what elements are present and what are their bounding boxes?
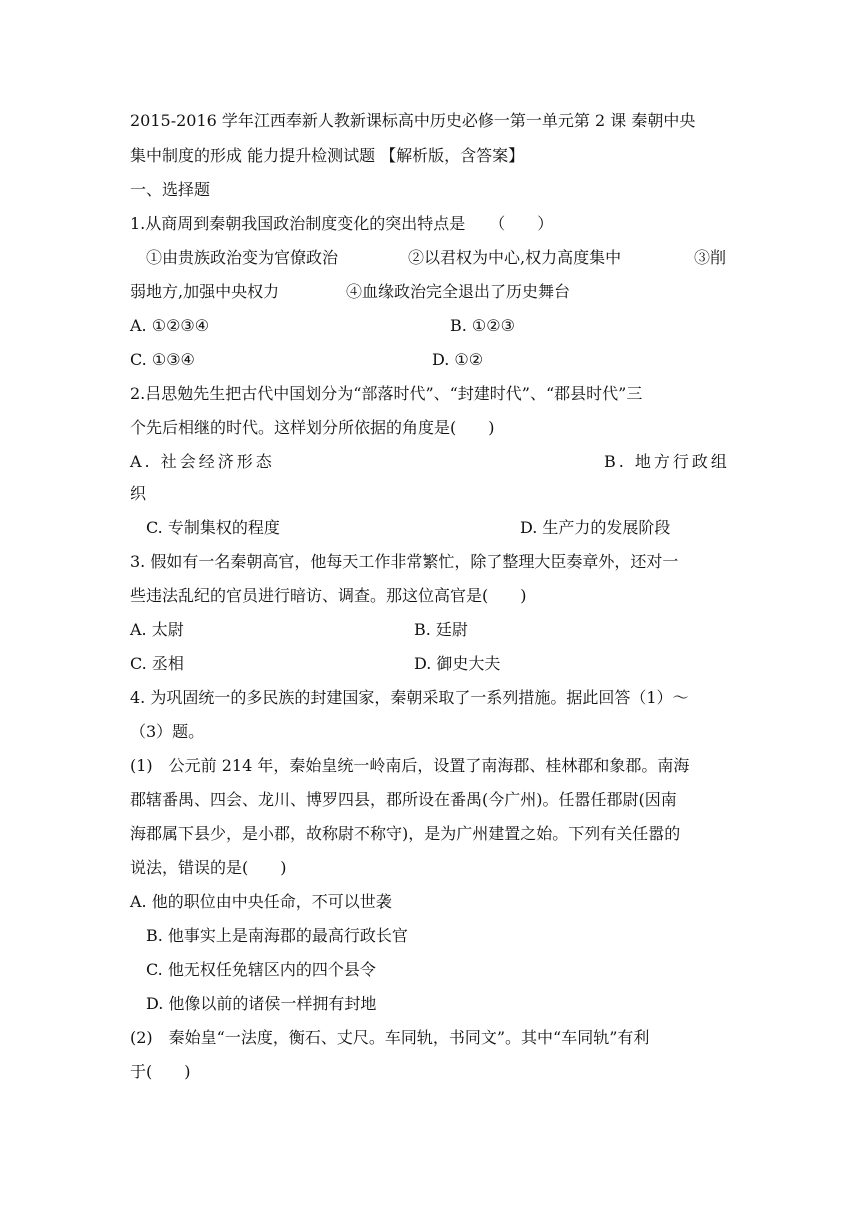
q2-stem-line-1: 2.吕思勉先生把古代中国划分为“部落时代”、“封建时代”、“郡县时代”三 (130, 384, 643, 403)
q4-sub2-line-2: 于( ) (130, 1062, 191, 1081)
q2-option-b: B. 地方行政组 (604, 452, 730, 471)
q3-option-a: A. 太尉 (130, 620, 184, 639)
q1-stem: 1.从商周到秦朝我国政治制度变化的突出特点是 （ ） (130, 214, 554, 233)
q4-sub1-option-d: D. 他像以前的诸侯一样拥有封地 (146, 994, 377, 1013)
q1-option-c: C. ①③④ (130, 350, 195, 369)
q4-stem-line-2: （3）题。 (130, 722, 205, 741)
q1-item-2: ②以君权为中心,权力高度集中 (408, 248, 622, 267)
q3-stem-line-1: 3. 假如有一名秦朝高官，他每天工作非常繁忙，除了整理大臣奏章外，还对一 (130, 552, 679, 571)
q4-sub1-option-c: C. 他无权任免辖区内的四个县令 (146, 960, 376, 979)
q4-sub1-line-1: (1) 公元前 214 年，秦始皇统一岭南后，设置了南海郡、桂林郡和象郡。南海 (130, 756, 690, 775)
q3-option-b: B. 廷尉 (414, 620, 468, 639)
q1-item-1: ①由贵族政治变为官僚政治 (146, 248, 339, 267)
q4-sub1-option-a: A. 他的职位由中央任命，不可以世袭 (130, 892, 392, 911)
q4-sub1-option-b: B. 他事实上是南海郡的最高行政长官 (146, 926, 408, 945)
q1-option-a: A. ①②③④ (130, 316, 210, 335)
q3-option-d: D. 御史大夫 (414, 654, 501, 673)
q3-stem-line-2: 些违法乱纪的官员进行暗访、调查。那这位高官是( ) (130, 586, 527, 605)
q4-stem-line-1: 4. 为巩固统一的多民族的封建国家，秦朝采取了一系列措施。据此回答（1）～ (130, 688, 689, 707)
q2-option-a: A. 社会经济形态 (130, 452, 275, 471)
q2-stem-line-2: 个先后相继的时代。这样划分所依据的角度是( ) (130, 418, 495, 437)
q2-option-b-wrap: 织 (130, 484, 147, 503)
q1-item-4: ④血缘政治完全退出了历史舞台 (346, 282, 571, 301)
document-title-line-1: 2015-2016 学年江西奉新人教新课标高中历史必修一第一单元第 2 课 秦朝中央 (130, 111, 696, 130)
section-heading: 一、选择题 (130, 180, 211, 199)
q4-sub1-line-2: 郡辖番禺、四会、龙川、博罗四县，郡所设在番禺(今广州)。任嚣任郡尉(因南 (130, 790, 677, 809)
q2-option-c: C. 专制集权的程度 (146, 518, 280, 537)
q1-item-3-start: ③削 (694, 248, 727, 267)
q4-sub2-line-1: (2) 秦始皇“一法度，衡石、丈尺。车同轨，书同文”。其中“车同轨”有利 (130, 1028, 650, 1047)
q4-sub1-line-4: 说法，错误的是( ) (130, 858, 287, 877)
q3-option-c: C. 丞相 (130, 654, 184, 673)
q1-item-3-end: 弱地方,加强中央权力 (130, 282, 280, 301)
q4-sub1-line-3: 海郡属下县少，是小郡，故称尉不称守)，是为广州建置之始。下列有关任嚣的 (130, 824, 681, 843)
q2-option-d: D. 生产力的发展阶段 (520, 518, 671, 537)
q1-option-d: D. ①② (432, 350, 484, 369)
q1-option-b: B. ①②③ (450, 316, 515, 335)
document-title-line-2: 集中制度的形成 能力提升检测试题 【解析版，含答案】 (130, 146, 525, 165)
